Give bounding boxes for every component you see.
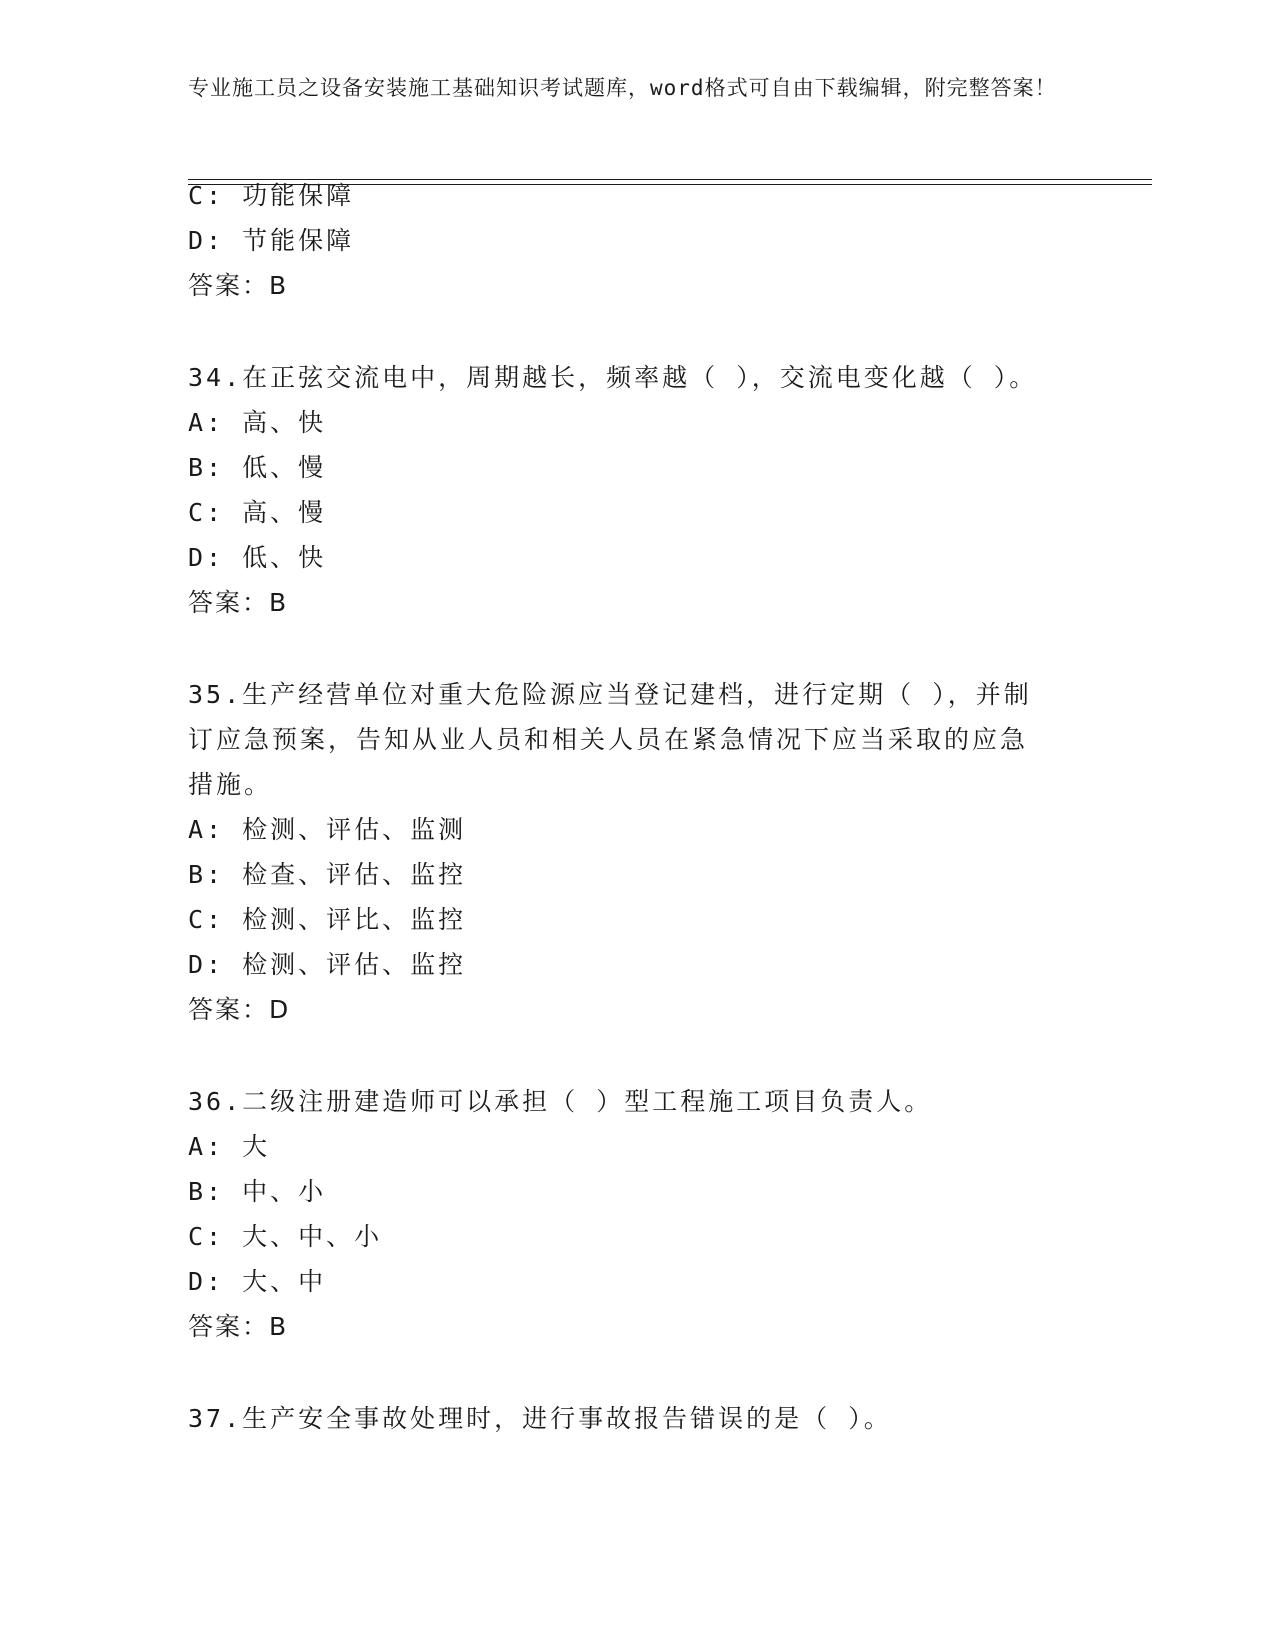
question-line: 34.在正弦交流电中，周期越长，频率越（ ），交流电变化越（ ）。: [188, 363, 1038, 392]
option-line: B: 中、小: [188, 1177, 327, 1206]
option-line: D: 低、快: [188, 543, 327, 572]
option-line: D: 大、中: [188, 1267, 327, 1296]
answer-line: 答案：B: [188, 271, 289, 300]
option-line: D: 检测、评估、监控: [188, 950, 467, 979]
answer-line: 答案：D: [188, 995, 291, 1024]
option-line: C: 功能保障: [188, 181, 355, 210]
question-line: 措施。: [188, 770, 273, 799]
option-line: A: 高、快: [188, 408, 327, 437]
question-line: 订应急预案，告知从业人员和相关人员在紧急情况下应当采取的应急: [188, 725, 1029, 754]
answer-line: 答案：B: [188, 588, 289, 617]
option-line: C: 大、中、小: [188, 1222, 383, 1251]
answer-line: 答案：B: [188, 1312, 289, 1341]
document-header: 专业施工员之设备安装施工基础知识考试题库，word格式可自由下载编辑，附完整答案！: [188, 76, 1057, 100]
option-line: D: 节能保障: [188, 226, 355, 255]
option-line: C: 检测、评比、监控: [188, 905, 467, 934]
option-line: B: 检查、评估、监控: [188, 860, 467, 889]
option-line: B: 低、慢: [188, 453, 327, 482]
question-line: 35.生产经营单位对重大危险源应当登记建档，进行定期（ ），并制: [188, 680, 1032, 709]
option-line: C: 高、慢: [188, 498, 327, 527]
question-line: 37.生产安全事故处理时，进行事故报告错误的是（ ）。: [188, 1404, 892, 1433]
question-line: 36.二级注册建造师可以承担（ ）型工程施工项目负责人。: [188, 1087, 933, 1116]
option-line: A: 检测、评估、监测: [188, 815, 467, 844]
header-rule-top: [188, 179, 1152, 180]
option-line: A: 大: [188, 1132, 271, 1161]
